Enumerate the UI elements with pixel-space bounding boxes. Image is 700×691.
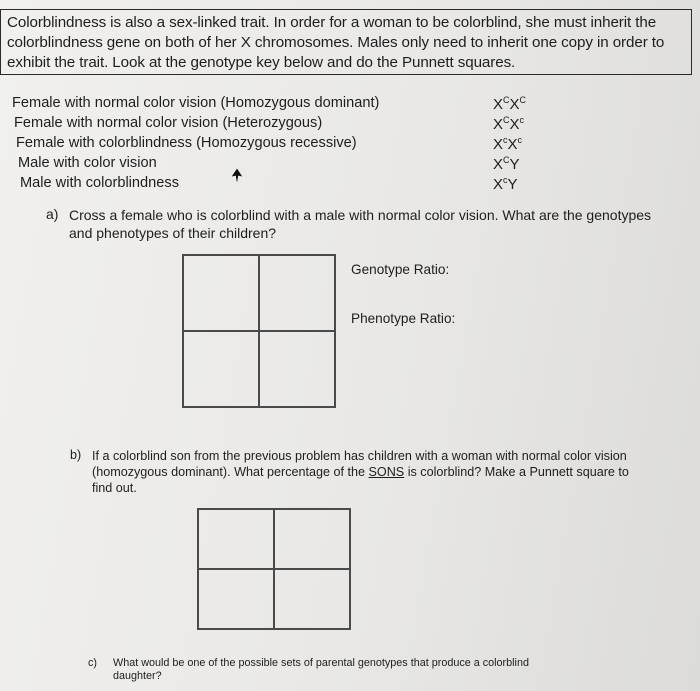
question-c-line-1: What would be one of the possible sets of parental genotypes that produce a colorblind: [113, 657, 529, 669]
punnett-cell[interactable]: [274, 509, 350, 569]
question-text: [113, 657, 529, 683]
question-b-line-2: (homozygous dominant). What percentage of the SONS is colorblind? Make a Punnett square to: [92, 465, 629, 479]
question-letter: c): [88, 657, 97, 669]
key-genotype: $X^cY$: [493, 175, 518, 193]
punnett-cell[interactable]: [198, 509, 274, 569]
key-label: Female with normal color vision (Heterozygous): [14, 115, 323, 131]
question-a-line-1: Cross a female who is colorblind with a male with normal color vision. What are the genotypes: [69, 207, 652, 223]
intro-line-1: Colorblindness is also a sex-linked trait. In order for a woman to be colorblind, she must inherit the: [7, 14, 657, 31]
key-label: Male with color vision: [18, 155, 157, 171]
key-genotype: $X^cX^c$: [493, 135, 523, 153]
question-letter: a): [46, 206, 59, 222]
key-label: Female with colorblindness (Homozygous recessive): [16, 135, 357, 151]
key-genotype: $X^CX^c$: [493, 115, 525, 133]
punnett-square-a: [182, 254, 336, 408]
key-label: Female with normal color vision (Homozygous dominant): [12, 95, 380, 111]
question-letter: b): [70, 448, 82, 462]
punnett-cell[interactable]: [274, 569, 350, 629]
genotype-ratio-label: Genotype Ratio:: [351, 262, 450, 277]
question-text: [92, 448, 629, 496]
intro-paragraph: [0, 9, 692, 75]
punnett-cell[interactable]: [259, 255, 335, 331]
punnett-square-b: [197, 508, 351, 630]
question-a-line-2: and phenotypes of their children?: [69, 225, 277, 241]
punnett-cell[interactable]: [259, 331, 335, 407]
question-text: [69, 206, 651, 242]
question-c-line-2: daughter?: [113, 670, 162, 682]
intro-line-2: colorblindness gene on both of her X chromosomes. Males only need to inherit one copy in order to: [7, 34, 665, 51]
key-genotype: $X^CX^C$: [493, 95, 527, 113]
question-b-line-3: find out.: [92, 481, 137, 495]
punnett-cell[interactable]: [198, 569, 274, 629]
punnett-cell[interactable]: [183, 255, 259, 331]
question-b-line-1: If a colorblind son from the previous problem has children with a woman with normal color vision: [92, 449, 627, 463]
punnett-cell[interactable]: [183, 331, 259, 407]
sons-emphasis: SONS: [368, 465, 405, 479]
phenotype-ratio-label: Phenotype Ratio:: [351, 311, 456, 326]
key-label: Male with colorblindness: [20, 175, 179, 191]
key-genotype: $X^CY$: [493, 155, 520, 173]
mouse-pointer-icon: [230, 167, 244, 183]
intro-line-3: exhibit the trait. Look at the genotype key below and do the Punnett squares.: [7, 54, 516, 71]
